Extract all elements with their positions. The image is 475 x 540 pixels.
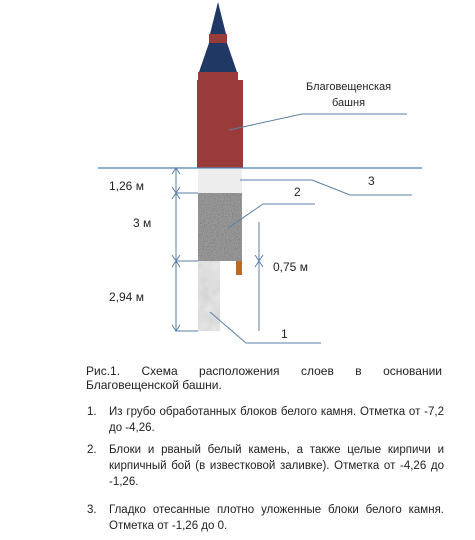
- legend-item-number: 3.: [87, 504, 97, 516]
- tower-label-line2: башня: [332, 97, 366, 109]
- legend-item-number: 2.: [87, 444, 97, 456]
- spire-lower: [199, 43, 237, 72]
- callout-1-leader: [210, 312, 321, 343]
- tower-label-line1: Благовещенская: [306, 81, 392, 93]
- left-dimension-line: [172, 168, 198, 331]
- callout-label-1: 1: [281, 327, 288, 341]
- callout-3-leader: [240, 180, 412, 195]
- legend-item-number: 1.: [87, 406, 97, 418]
- spire-band: [209, 34, 227, 43]
- dim-label-bottom: 2,94 м: [109, 290, 144, 304]
- legend-item-text: Из грубо обработанных блоков белого камня. Отметка от -7,2 до -4,26.: [109, 406, 444, 434]
- spire-lower-band: [198, 72, 238, 80]
- legend-item: [84, 404, 444, 436]
- legend-item: [84, 502, 444, 534]
- callout-label-2: 2: [294, 185, 301, 199]
- figure-caption: Рис.1. Схема расположения слоев в основании Благовещенской башни.: [86, 364, 442, 392]
- legend-item-text: Гладко отесанные плотно уложенные блоки белого камня. Отметка от -1,26 до 0.: [109, 504, 444, 532]
- tower-body: [197, 80, 243, 168]
- dim-label-side: 0,75 м: [273, 260, 308, 274]
- right-dimension-line: [255, 222, 263, 331]
- dim-label-top: 1,26 м: [109, 179, 144, 193]
- brick-marker: [236, 261, 242, 275]
- layer-legend-list: [84, 404, 444, 540]
- legend-item: [84, 442, 444, 490]
- layer-3-block: [198, 169, 242, 193]
- legend-item-text: Блоки и рваный белый камень, а также целые кирпичи и кирпичный бой (в известковой заливке). Отметка от -4,26 до -1,26.: [109, 444, 444, 488]
- dim-label-middle: 3 м: [133, 216, 152, 230]
- spire-tip: [210, 2, 226, 34]
- callout-label-3: 3: [368, 174, 375, 188]
- tower-label-leader: [229, 114, 407, 130]
- layer-2-block: [198, 193, 242, 261]
- layer-1-block: [198, 261, 220, 331]
